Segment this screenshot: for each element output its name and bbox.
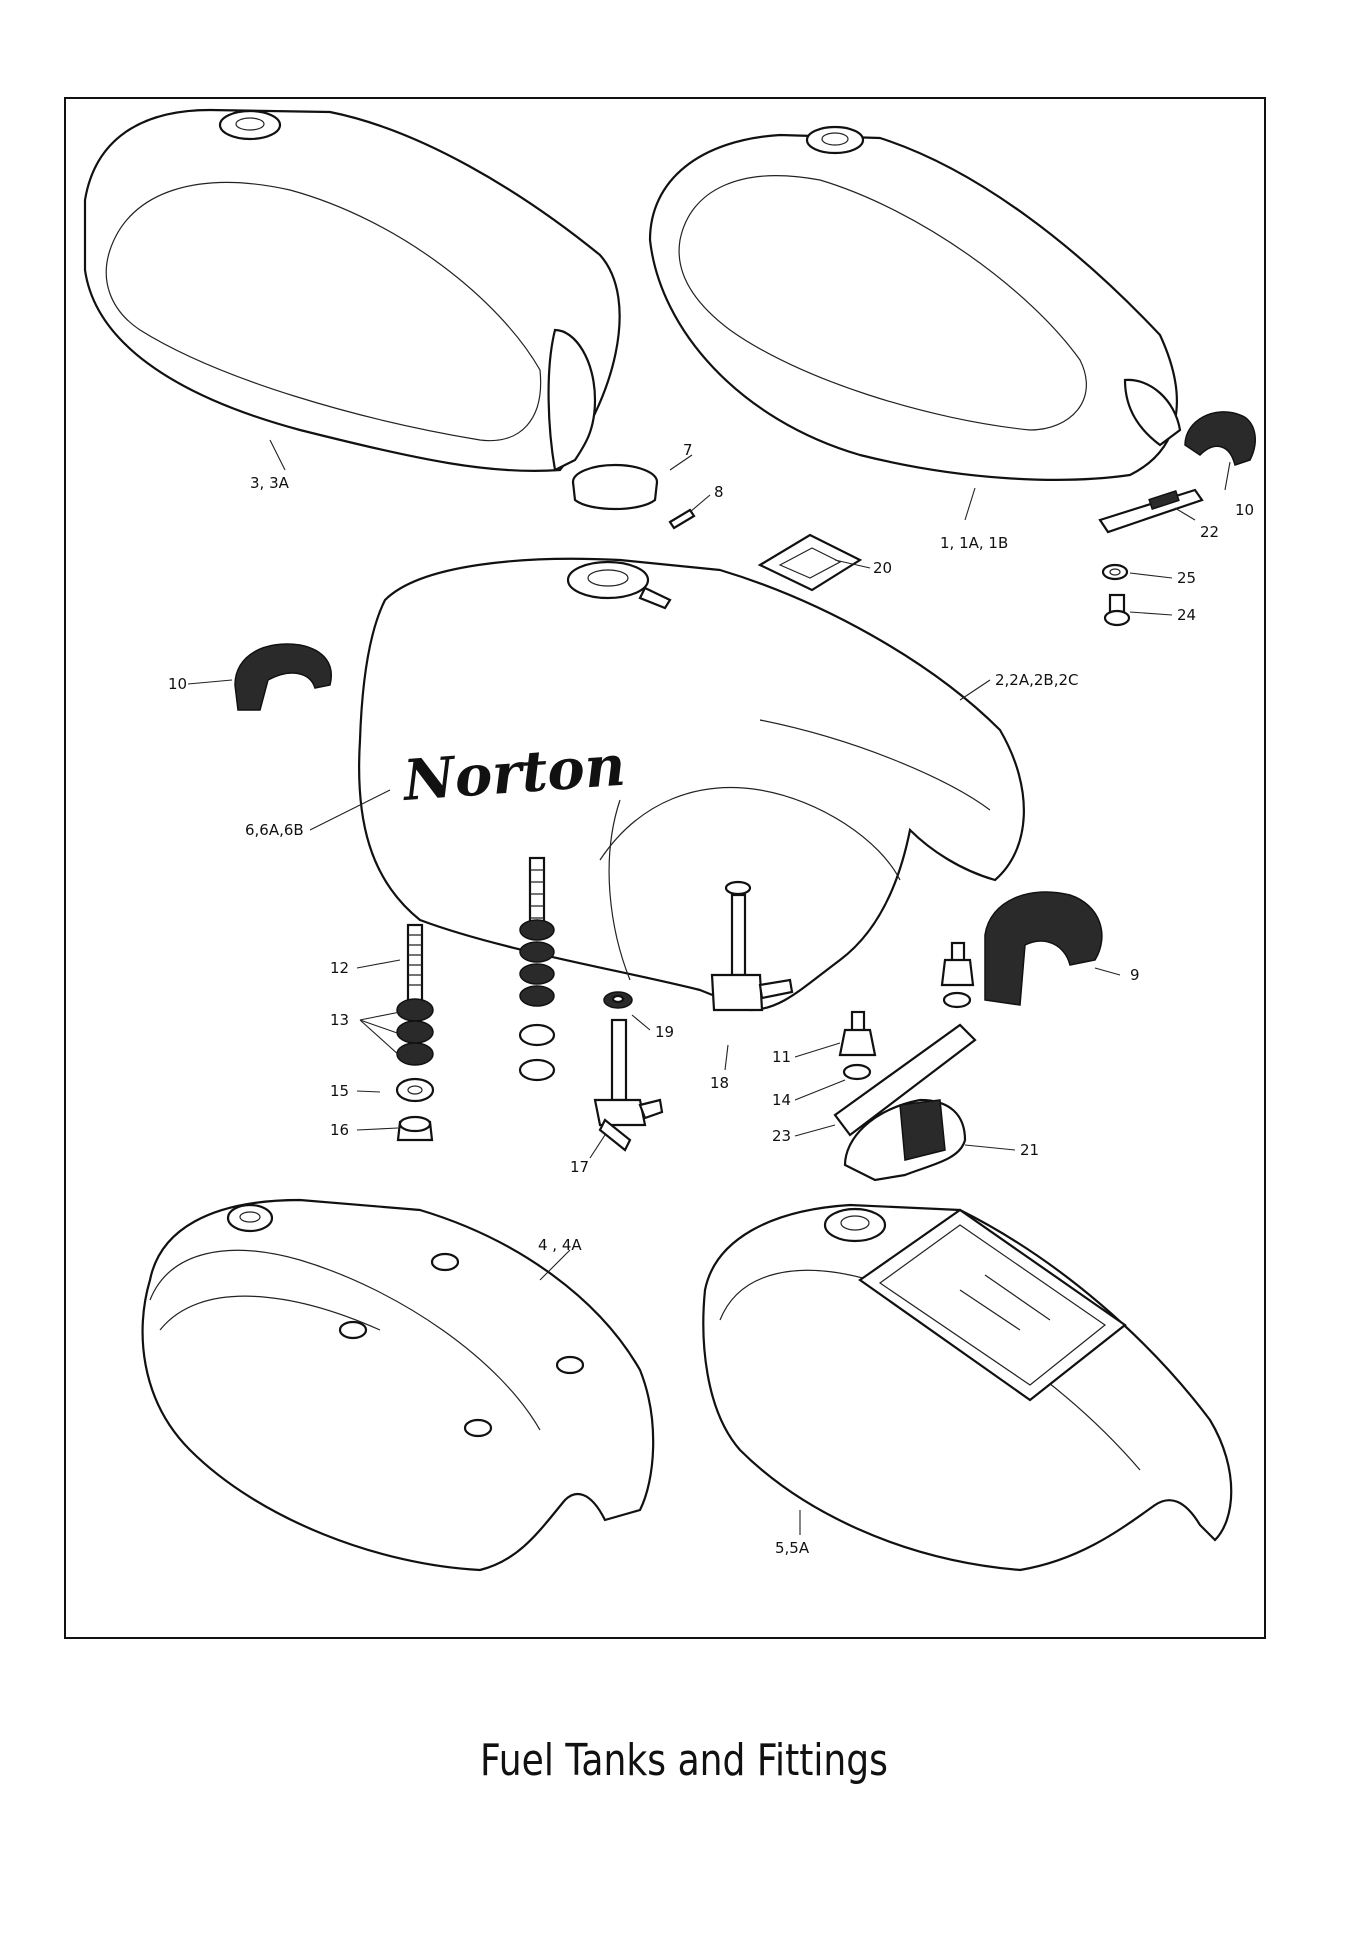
label-25: 25: [1177, 569, 1197, 587]
page-caption: Fuel Tanks and Fittings: [480, 1735, 888, 1786]
label-18: 18: [710, 1074, 730, 1092]
label-5-5a: 5,5A: [775, 1539, 810, 1557]
tank-1-1a-1b: [650, 127, 1180, 480]
label-21: 21: [1020, 1141, 1040, 1159]
tank-5-5a: [703, 1205, 1231, 1570]
label-10-left: 10: [168, 675, 188, 693]
label-4-4a: 4 , 4A: [538, 1236, 582, 1254]
mounting-rubber-upper: [942, 943, 973, 1007]
filler-cap-7: [573, 465, 657, 509]
label-14: 14: [772, 1091, 792, 1109]
label-7: 7: [683, 441, 693, 459]
tank-2-2a-2b-2c: [359, 559, 1024, 1010]
label-17: 17: [570, 1158, 590, 1176]
label-19: 19: [655, 1023, 675, 1041]
tank-3-3a: [85, 110, 620, 471]
label-9: 9: [1130, 966, 1140, 984]
label-3-3a: 3, 3A: [250, 474, 289, 492]
label-22: 22: [1200, 523, 1220, 541]
label-10-right: 10: [1235, 501, 1255, 519]
bolt-24: [1105, 595, 1129, 625]
label-16: 16: [330, 1121, 350, 1139]
rubber-10-right: [1185, 412, 1255, 465]
washer-25: [1103, 565, 1127, 579]
rubber-9: [985, 892, 1102, 1005]
label-15: 15: [330, 1082, 350, 1100]
rubber-10-left: [235, 644, 331, 710]
label-11: 11: [772, 1048, 792, 1066]
label-13: 13: [330, 1011, 350, 1029]
washer-19: [604, 992, 632, 1008]
pin-8: [670, 510, 694, 528]
clamp-21-band: [900, 1100, 945, 1160]
label-23: 23: [772, 1127, 792, 1145]
norton-logo: Norton: [401, 732, 628, 814]
label-8: 8: [714, 483, 724, 501]
stud-12: [408, 925, 422, 1010]
mounting-rubber-11: [840, 1012, 875, 1079]
fuel-tap-17: [595, 1020, 662, 1150]
strap-22: [1100, 490, 1202, 532]
label-12: 12: [330, 959, 350, 977]
nut-16: [398, 1117, 432, 1140]
label-6-6a-6b: 6,6A,6B: [245, 821, 304, 839]
washer-15: [397, 1079, 433, 1101]
label-20: 20: [873, 559, 893, 577]
label-1-1a-1b: 1, 1A, 1B: [940, 534, 1009, 552]
label-24: 24: [1177, 606, 1197, 624]
label-2-2a-2b-2c: 2,2A,2B,2C: [995, 671, 1079, 689]
tank-4-4a: [143, 1200, 654, 1570]
rubber-washers-13: [397, 999, 433, 1065]
